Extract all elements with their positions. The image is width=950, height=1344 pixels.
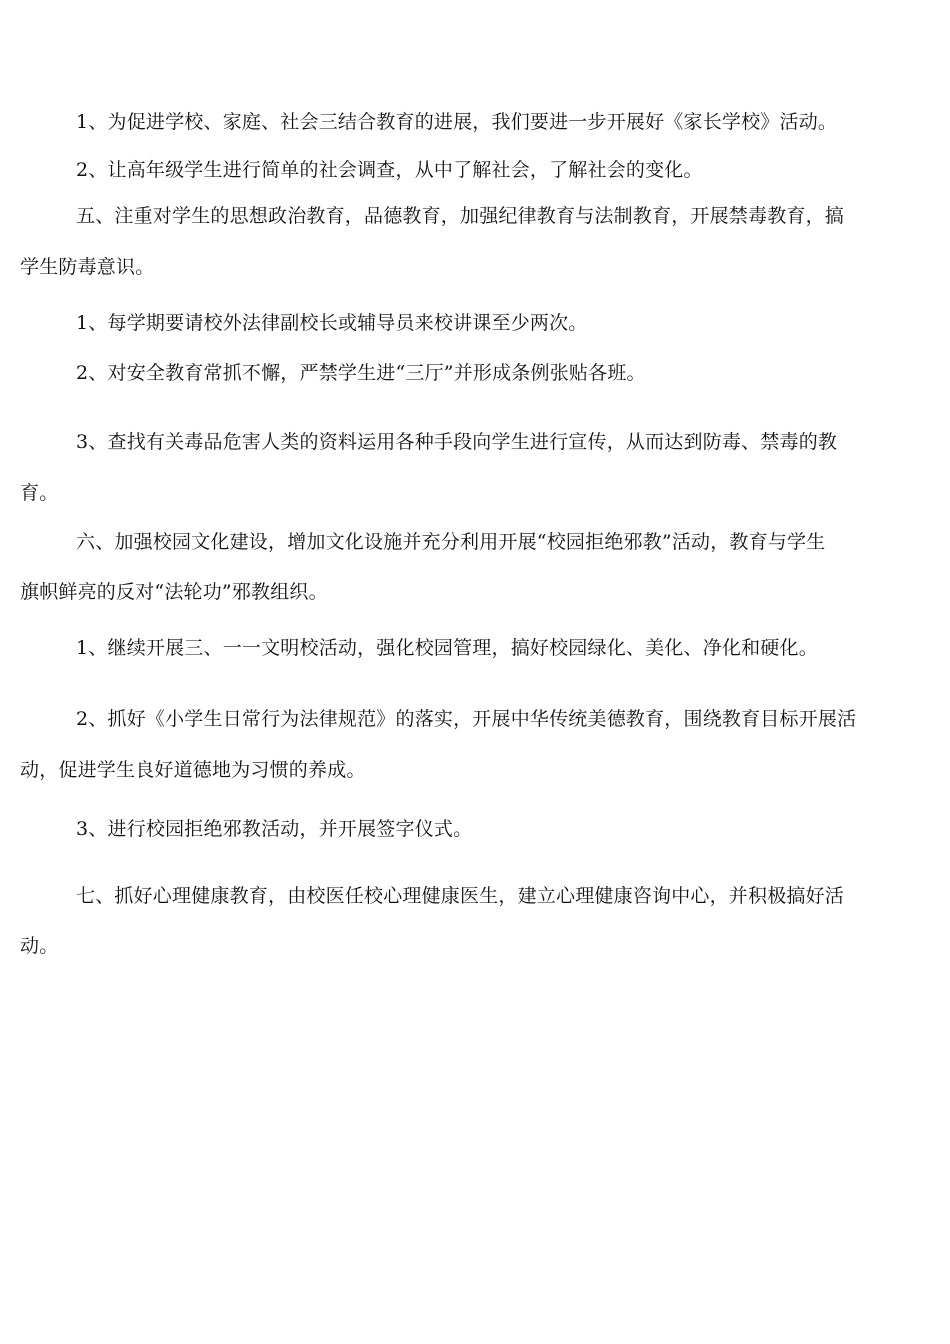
section-5-heading-line-1: 五、注重对学生的思想政治教育，品德教育，加强纪律教育与法制教育，开展禁毒教育，搞: [76, 205, 845, 227]
section-5-heading-line-2: 学生防毒意识。: [20, 256, 155, 278]
paragraph-1-line-1: 1、为促进学校、家庭、社会三结合教育的进展，我们要进一步开展好《家长学校》活动。: [76, 111, 838, 133]
section-7-heading-line-2: 动。: [20, 935, 59, 957]
paragraph-9-line-2: 动，促进学生良好道德地为习惯的养成。: [20, 759, 366, 781]
paragraph-4-line-1: 1、每学期要请校外法律副校长或辅导员来校讲课至少两次。: [76, 312, 588, 334]
paragraph-6-line-1: 3、查找有关毒品危害人类的资料运用各种手段向学生进行宣传，从而达到防毒、禁毒的教: [76, 431, 838, 453]
paragraph-5-line-1: 2、对安全教育常抓不懈，严禁学生进“三厅”并形成条例张贴各班。: [76, 362, 646, 384]
paragraph-2-line-1: 2、让高年级学生进行简单的社会调查，从中了解社会，了解社会的变化。: [76, 159, 703, 181]
section-7-heading-line-1: 七、抓好心理健康教育，由校医任校心理健康医生，建立心理健康咨询中心，并积极搞好活: [76, 885, 845, 907]
paragraph-6-line-2: 育。: [20, 482, 59, 504]
section-6-heading-line-1: 六、加强校园文化建设，增加文化设施并充分利用开展“校园拒绝邪教”活动，教育与学生: [76, 531, 826, 553]
paragraph-8-line-1: 1、继续开展三、一一文明校活动，强化校园管理，搞好校园绿化、美化、净化和硬化。: [76, 637, 818, 659]
section-6-heading-line-2: 旗帜鲜亮的反对“法轮功”邪教组织。: [20, 581, 328, 603]
paragraph-9-line-1: 2、抓好《小学生日常行为法律规范》的落实，开展中华传统美德教育，围绕教育目标开展活: [76, 708, 857, 730]
paragraph-10-line-1: 3、进行校园拒绝邪教活动，并开展签字仪式。: [76, 818, 473, 840]
